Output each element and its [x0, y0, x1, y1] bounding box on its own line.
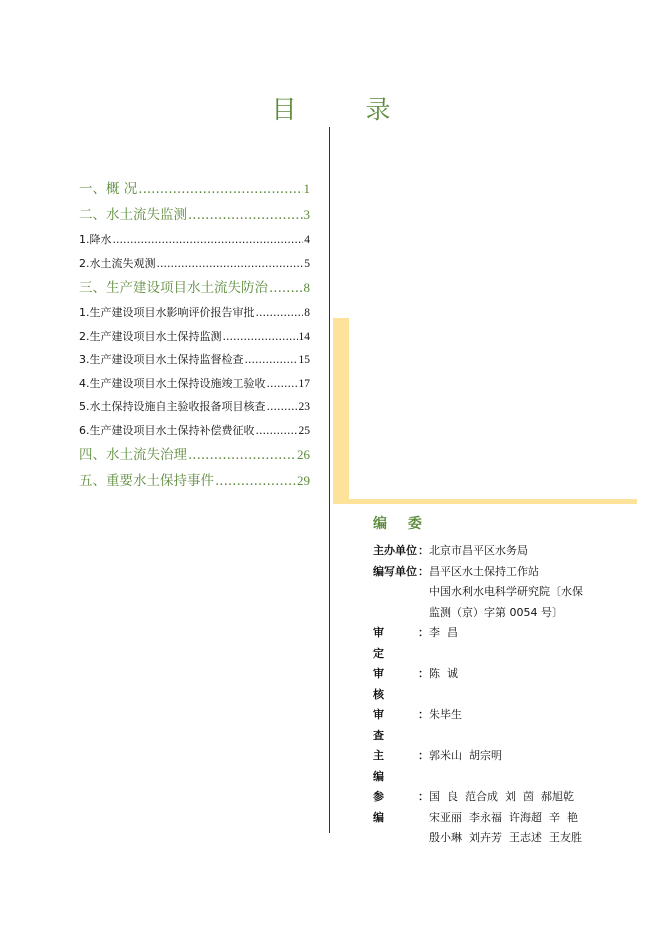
toc-entry[interactable]	[79, 176, 310, 202]
editorial-row	[373, 562, 633, 624]
toc-leader-dots	[188, 442, 296, 468]
editorial-value-line: 国 良 范合成 刘 茵 郝旭乾	[429, 790, 574, 803]
toc-leader-dots	[223, 325, 298, 349]
vertical-divider	[329, 127, 330, 833]
editorial-label-colon: ：	[418, 626, 429, 639]
toc-entry-title: 1.生产建设项目水影响评价报告审批	[79, 306, 255, 319]
editorial-value	[429, 787, 633, 849]
toc-entry-title: 三、生产建设项目水土流失防治	[79, 280, 268, 296]
editorial-label-colon: ：	[418, 708, 429, 721]
editorial-board	[373, 513, 633, 849]
editorial-title: 编 委	[373, 516, 430, 532]
editorial-value-line: 郭米山 胡宗明	[429, 749, 502, 762]
toc-entry[interactable]	[79, 275, 310, 301]
page-title: 目 录	[271, 95, 413, 124]
editorial-value	[429, 541, 633, 562]
toc-entry[interactable]	[79, 442, 310, 468]
toc-entry[interactable]	[79, 419, 310, 443]
toc-leader-dots	[256, 301, 304, 325]
editorial-value	[429, 705, 633, 746]
editorial-value	[429, 623, 633, 664]
toc-page-number: 29	[297, 473, 310, 488]
editorial-label	[373, 623, 429, 664]
editorial-label-text: 审核	[373, 667, 404, 701]
editorial-value-line: 陈 诚	[429, 667, 458, 680]
editorial-label	[373, 562, 429, 624]
toc-entry[interactable]	[79, 325, 310, 349]
toc-entry[interactable]	[79, 228, 310, 252]
toc-entry-title: 6.生产建设项目水土保持补偿费征收	[79, 423, 255, 437]
editorial-value	[429, 746, 633, 787]
toc-page-number: 15	[298, 354, 310, 366]
editorial-label	[373, 787, 429, 849]
editorial-label-text: 编写单位	[373, 564, 417, 578]
editorial-row	[373, 787, 633, 849]
editorial-value-line: 北京市昌平区水务局	[429, 544, 528, 557]
editorial-label-text: 参编	[373, 790, 404, 824]
editorial-label-colon: ：	[418, 544, 429, 557]
table-of-contents	[79, 176, 310, 494]
editorial-row	[373, 541, 633, 562]
editorial-value-line: 宋亚丽 李永福 许海超 辛 艳	[429, 810, 578, 824]
editorial-value-line: 朱毕生	[429, 708, 462, 721]
toc-leader-dots	[256, 419, 298, 443]
editorial-value-line: 殷小琳 刘卉芳 王志述 王友胜	[429, 831, 582, 844]
toc-entry-title: 五、重要水土保持事件	[79, 473, 214, 489]
toc-page-number: 4	[304, 234, 310, 246]
toc-entry-title: 四、水土流失治理	[79, 447, 187, 463]
toc-entry[interactable]	[79, 252, 310, 276]
toc-entry[interactable]	[79, 301, 310, 325]
toc-entry[interactable]	[79, 372, 310, 396]
editorial-row	[373, 623, 633, 664]
toc-leader-dots	[269, 275, 303, 301]
toc-page-number: 25	[298, 424, 310, 437]
toc-entry[interactable]	[79, 202, 310, 228]
editorial-label-text: 审查	[373, 708, 404, 742]
editorial-value-line: 李 昌	[429, 626, 458, 639]
toc-leader-dots	[267, 372, 298, 396]
toc-page-number: 3	[303, 207, 310, 222]
editorial-label-text: 主编	[373, 749, 404, 783]
toc-page-number: 8	[304, 307, 310, 319]
toc-leader-dots	[138, 176, 302, 202]
editorial-row	[373, 746, 633, 787]
toc-page-number: 17	[298, 377, 310, 390]
editorial-value-line: 中国水利水电科学研究院〔水保	[429, 585, 583, 598]
toc-page-number: 5	[304, 257, 310, 270]
toc-leader-dots	[267, 395, 298, 419]
toc-page-number: 26	[297, 447, 310, 462]
toc-entry-title: 一、概 况	[79, 181, 138, 197]
editorial-row	[373, 705, 633, 746]
toc-entry-title: 5.水土保持设施自主验收报备项目核查	[79, 400, 266, 413]
editorial-label	[373, 705, 429, 746]
toc-leader-dots	[188, 202, 303, 228]
editorial-label-text: 主办单位	[373, 544, 417, 557]
toc-leader-dots	[245, 348, 298, 372]
toc-page-number: 1	[303, 181, 310, 196]
editorial-label	[373, 664, 429, 705]
toc-entry-title: 4.生产建设项目水土保持设施竣工验收	[79, 376, 266, 390]
editorial-label-colon: ：	[418, 790, 429, 803]
toc-leader-dots	[113, 228, 304, 252]
editorial-value-line: 昌平区水土保持工作站	[429, 564, 539, 578]
editorial-label	[373, 541, 429, 562]
toc-leader-dots	[215, 468, 296, 494]
toc-entry-title: 二、水土流失监测	[79, 207, 187, 223]
decorative-yellow-line	[333, 499, 637, 504]
toc-entry-title: 1.降水	[79, 233, 112, 246]
toc-entry-title: 3.生产建设项目水土保持监督检查	[79, 353, 244, 366]
toc-leader-dots	[157, 252, 304, 276]
editorial-value-line: 监测（京）字第 0054 号〕	[429, 605, 563, 619]
toc-entry-title: 2.生产建设项目水土保持监测	[79, 329, 222, 343]
decorative-yellow-bar	[333, 318, 349, 503]
editorial-label-text: 审定	[373, 626, 404, 660]
editorial-value	[429, 562, 633, 624]
editorial-label-colon: ：	[418, 564, 429, 578]
toc-page-number: 23	[298, 401, 310, 413]
toc-entry[interactable]	[79, 348, 310, 372]
editorial-label-colon: ：	[418, 667, 429, 680]
toc-entry-title: 2.水土流失观测	[79, 256, 156, 270]
editorial-value	[429, 664, 633, 705]
toc-entry[interactable]	[79, 468, 310, 494]
editorial-label-colon: ：	[418, 749, 429, 762]
editorial-row	[373, 664, 633, 705]
toc-page-number: 8	[303, 280, 310, 295]
editorial-label	[373, 746, 429, 787]
toc-entry[interactable]	[79, 395, 310, 419]
toc-page-number: 14	[298, 330, 310, 343]
